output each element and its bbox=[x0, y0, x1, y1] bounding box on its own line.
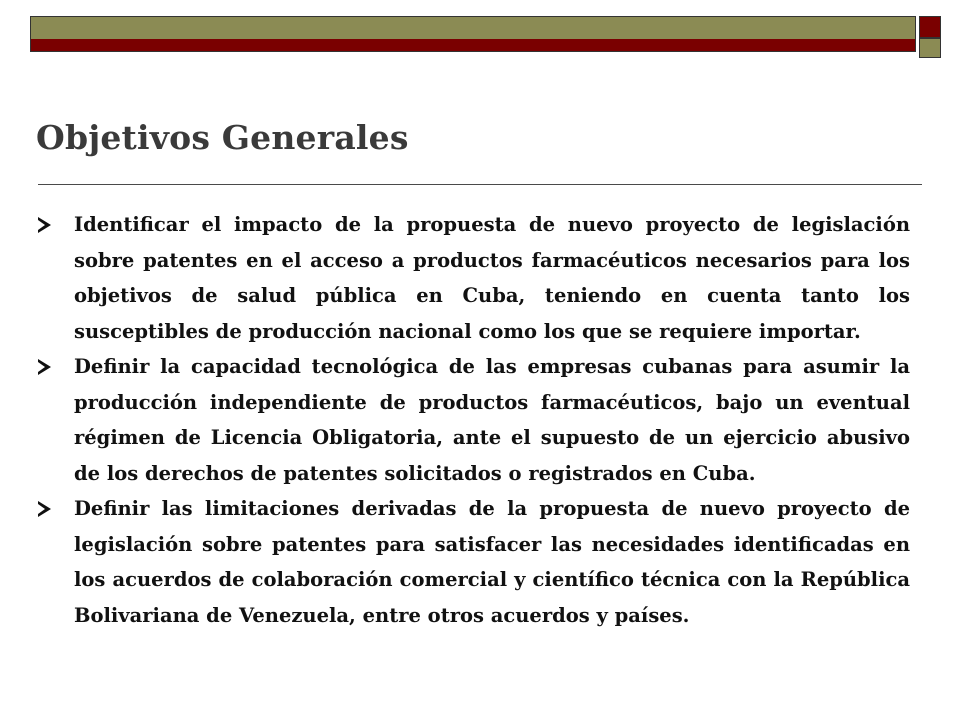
bullet-text: Identificar el impacto de la propuesta de nuevo proyecto de legislación sobre patentes en el acceso a productos farmacéuticos necesarios para los objetivos de salud pública en Cuba, teniendo en cuenta tanto los susceptibles de producción nacional como los que se requiere importar. bbox=[74, 213, 910, 343]
slide-title: Objetivos Generales bbox=[36, 118, 409, 157]
bullet-item bbox=[38, 349, 910, 491]
corner-square-top bbox=[919, 16, 941, 38]
bullet-item bbox=[38, 207, 910, 349]
bullet-text: Definir las limitaciones derivadas de la propuesta de nuevo proyecto de legislación sobre patentes para satisfacer las necesidades identificadas en los acuerdos de colaboración comercial y científico técnica con la República Bolivariana de Venezuela, entre otros acuerdos y países. bbox=[74, 497, 910, 627]
header-band bbox=[30, 16, 916, 52]
arrow-bullet-icon bbox=[38, 501, 51, 517]
title-divider bbox=[38, 184, 922, 185]
arrow-bullet-icon bbox=[38, 359, 51, 375]
bullet-item bbox=[38, 491, 910, 633]
bullet-text: Definir la capacidad tecnológica de las empresas cubanas para asumir la producción independiente de productos farmacéuticos, bajo un eventual régimen de Licencia Obligatoria, ante el supuesto de un ejercicio abusivo de los derechos de patentes solicitados o registrados en Cuba. bbox=[74, 355, 910, 485]
header-band-stripe bbox=[31, 39, 915, 51]
corner-square-bottom bbox=[919, 38, 941, 58]
arrow-bullet-icon bbox=[38, 217, 51, 233]
bullet-list bbox=[38, 207, 910, 633]
